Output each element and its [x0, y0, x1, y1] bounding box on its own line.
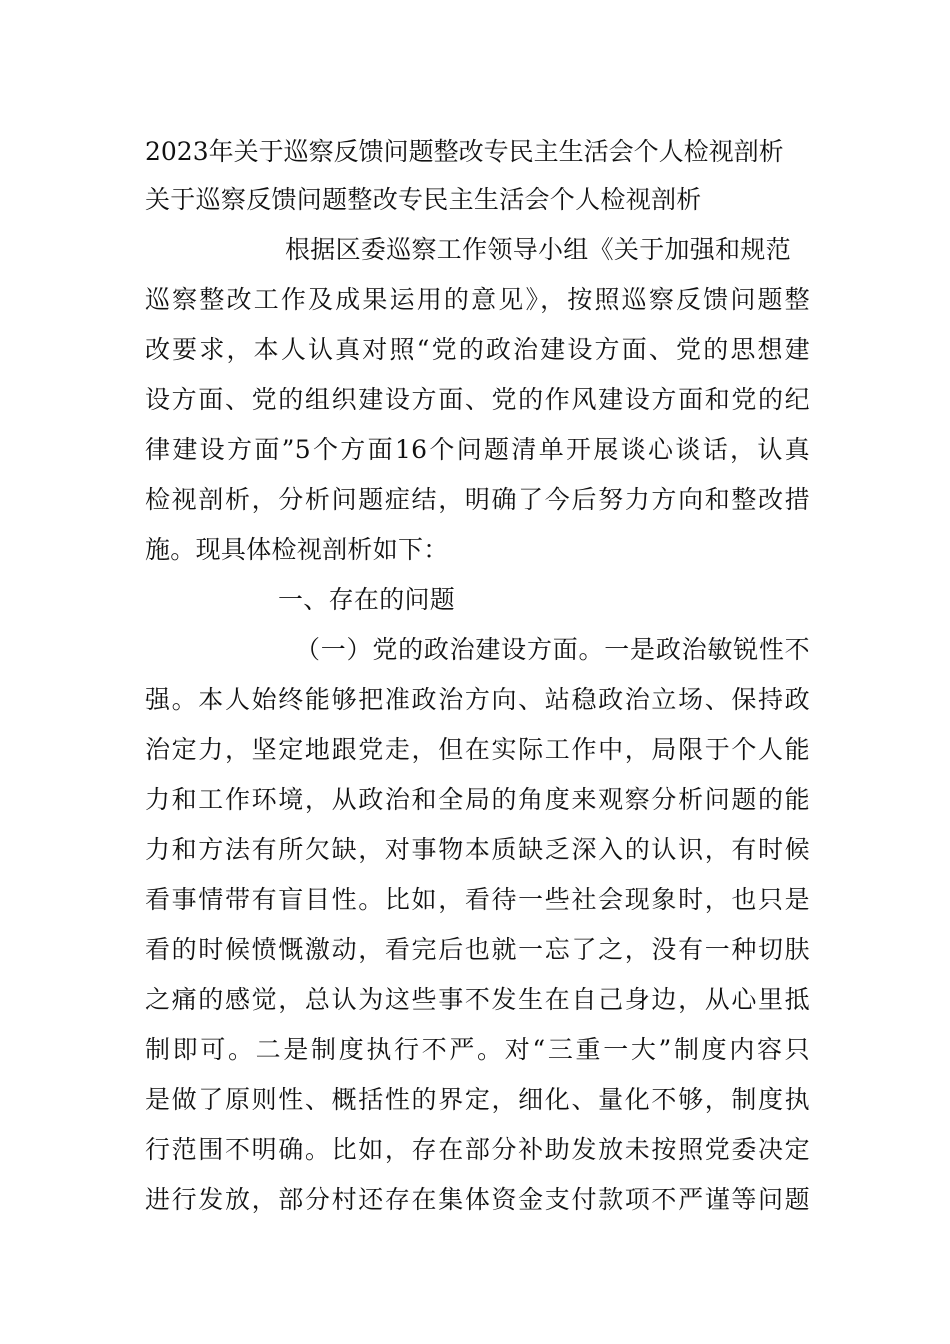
section-heading: 一、存在的问题 — [278, 585, 456, 614]
intro-line-4: 设方面、党的组织建设方面、党的作风建设方面和党的纪 — [145, 385, 810, 414]
subsection-line-5: 力和方法有所欠缺，对事物本质缺乏深入的认识，有时候 — [145, 835, 810, 864]
intro-line-5: 律建设方面”5个方面16个问题清单开展谈心谈话，认真 — [145, 435, 810, 464]
intro-line-3: 改要求，本人认真对照“党的政治建设方面、党的思想建 — [145, 335, 810, 364]
document-title-line-2: 关于巡察反馈问题整改专民主生活会个人检视剖析 — [145, 185, 702, 214]
subsection-line-6: 看事情带有盲目性。比如，看待一些社会现象时，也只是 — [145, 885, 810, 914]
subsection-line-12: 进行发放，部分村还存在集体资金支付款项不严谨等问题 — [145, 1185, 810, 1214]
subsection-line-11: 行范围不明确。比如，存在部分补助发放未按照党委决定 — [145, 1135, 810, 1164]
subsection-line-4: 力和工作环境，从政治和全局的角度来观察分析问题的能 — [145, 785, 810, 814]
intro-line-7: 施。现具体检视剖析如下： — [145, 535, 449, 564]
intro-line-1: 根据区委巡察工作领导小组《关于加强和规范 — [285, 235, 792, 264]
subsection-line-10: 是做了原则性、概括性的界定，细化、量化不够，制度执 — [145, 1085, 810, 1114]
subsection-line-8: 之痛的感觉，总认为这些事不发生在自己身边，从心里抵 — [145, 985, 810, 1014]
intro-line-2: 巡察整改工作及成果运用的意见》，按照巡察反馈问题整 — [145, 285, 810, 314]
subsection-line-2: 强。本人始终能够把准政治方向、站稳政治立场、保持政 — [145, 685, 810, 714]
subsection-line-1: （一）党的政治建设方面。一是政治敏锐性不 — [295, 635, 810, 664]
subsection-line-9: 制即可。二是制度执行不严。对“三重一大”制度内容只 — [145, 1035, 810, 1064]
intro-line-6: 检视剖析，分析问题症结，明确了今后努力方向和整改措 — [145, 485, 810, 514]
subsection-line-3: 治定力，坚定地跟党走，但在实际工作中，局限于个人能 — [145, 735, 810, 764]
subsection-line-7: 看的时候愤慨激动，看完后也就一忘了之，没有一种切肤 — [145, 935, 810, 964]
document-title-line-1: 2023年关于巡察反馈问题整改专民主生活会个人检视剖析 — [145, 137, 784, 166]
